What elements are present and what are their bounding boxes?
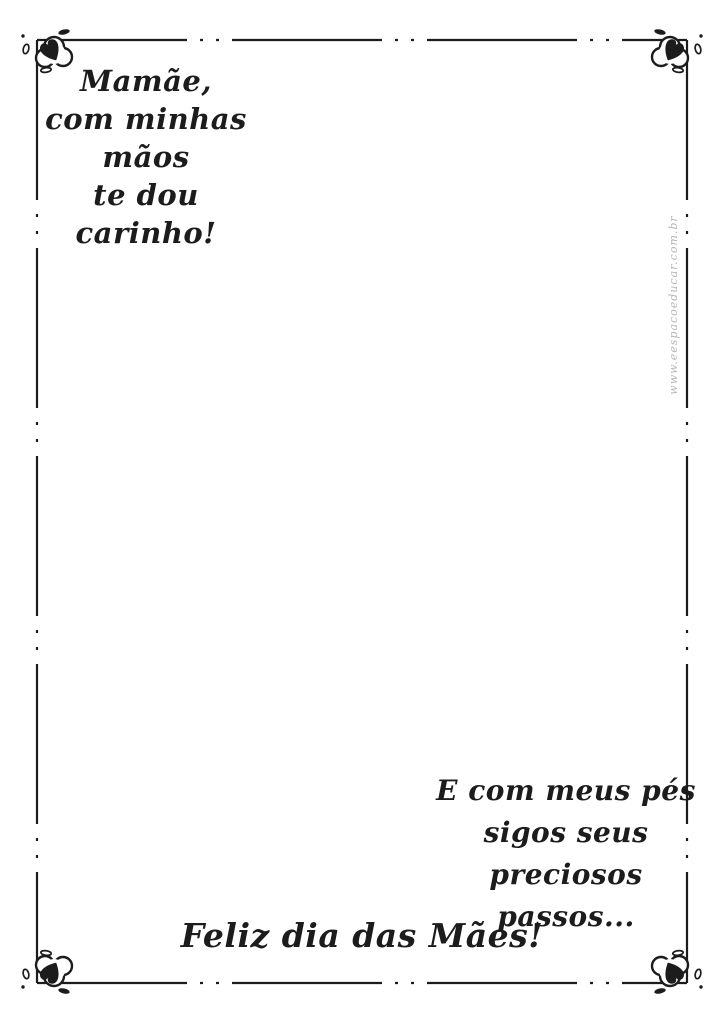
top-message bbox=[28, 62, 264, 252]
bottom-message-line: passos... bbox=[497, 900, 635, 933]
floral-heart-corner-icon bbox=[652, 28, 703, 73]
watermark-url: www.eespacoeducar.com.br bbox=[667, 215, 680, 395]
bottom-message bbox=[406, 770, 724, 938]
top-message-line: te dou carinho! bbox=[75, 178, 217, 250]
floral-heart-corner-icon bbox=[21, 950, 72, 995]
greeting-text: Feliz dia das Mães! bbox=[180, 916, 544, 955]
top-message-line: com minhas mãos bbox=[45, 102, 247, 174]
top-message-line: Mamãe, bbox=[80, 64, 212, 98]
bottom-message-line: sigos seus preciosos bbox=[483, 816, 649, 891]
floral-heart-corner-icon bbox=[652, 950, 703, 995]
bottom-message-line: E com meus pés bbox=[436, 774, 696, 807]
